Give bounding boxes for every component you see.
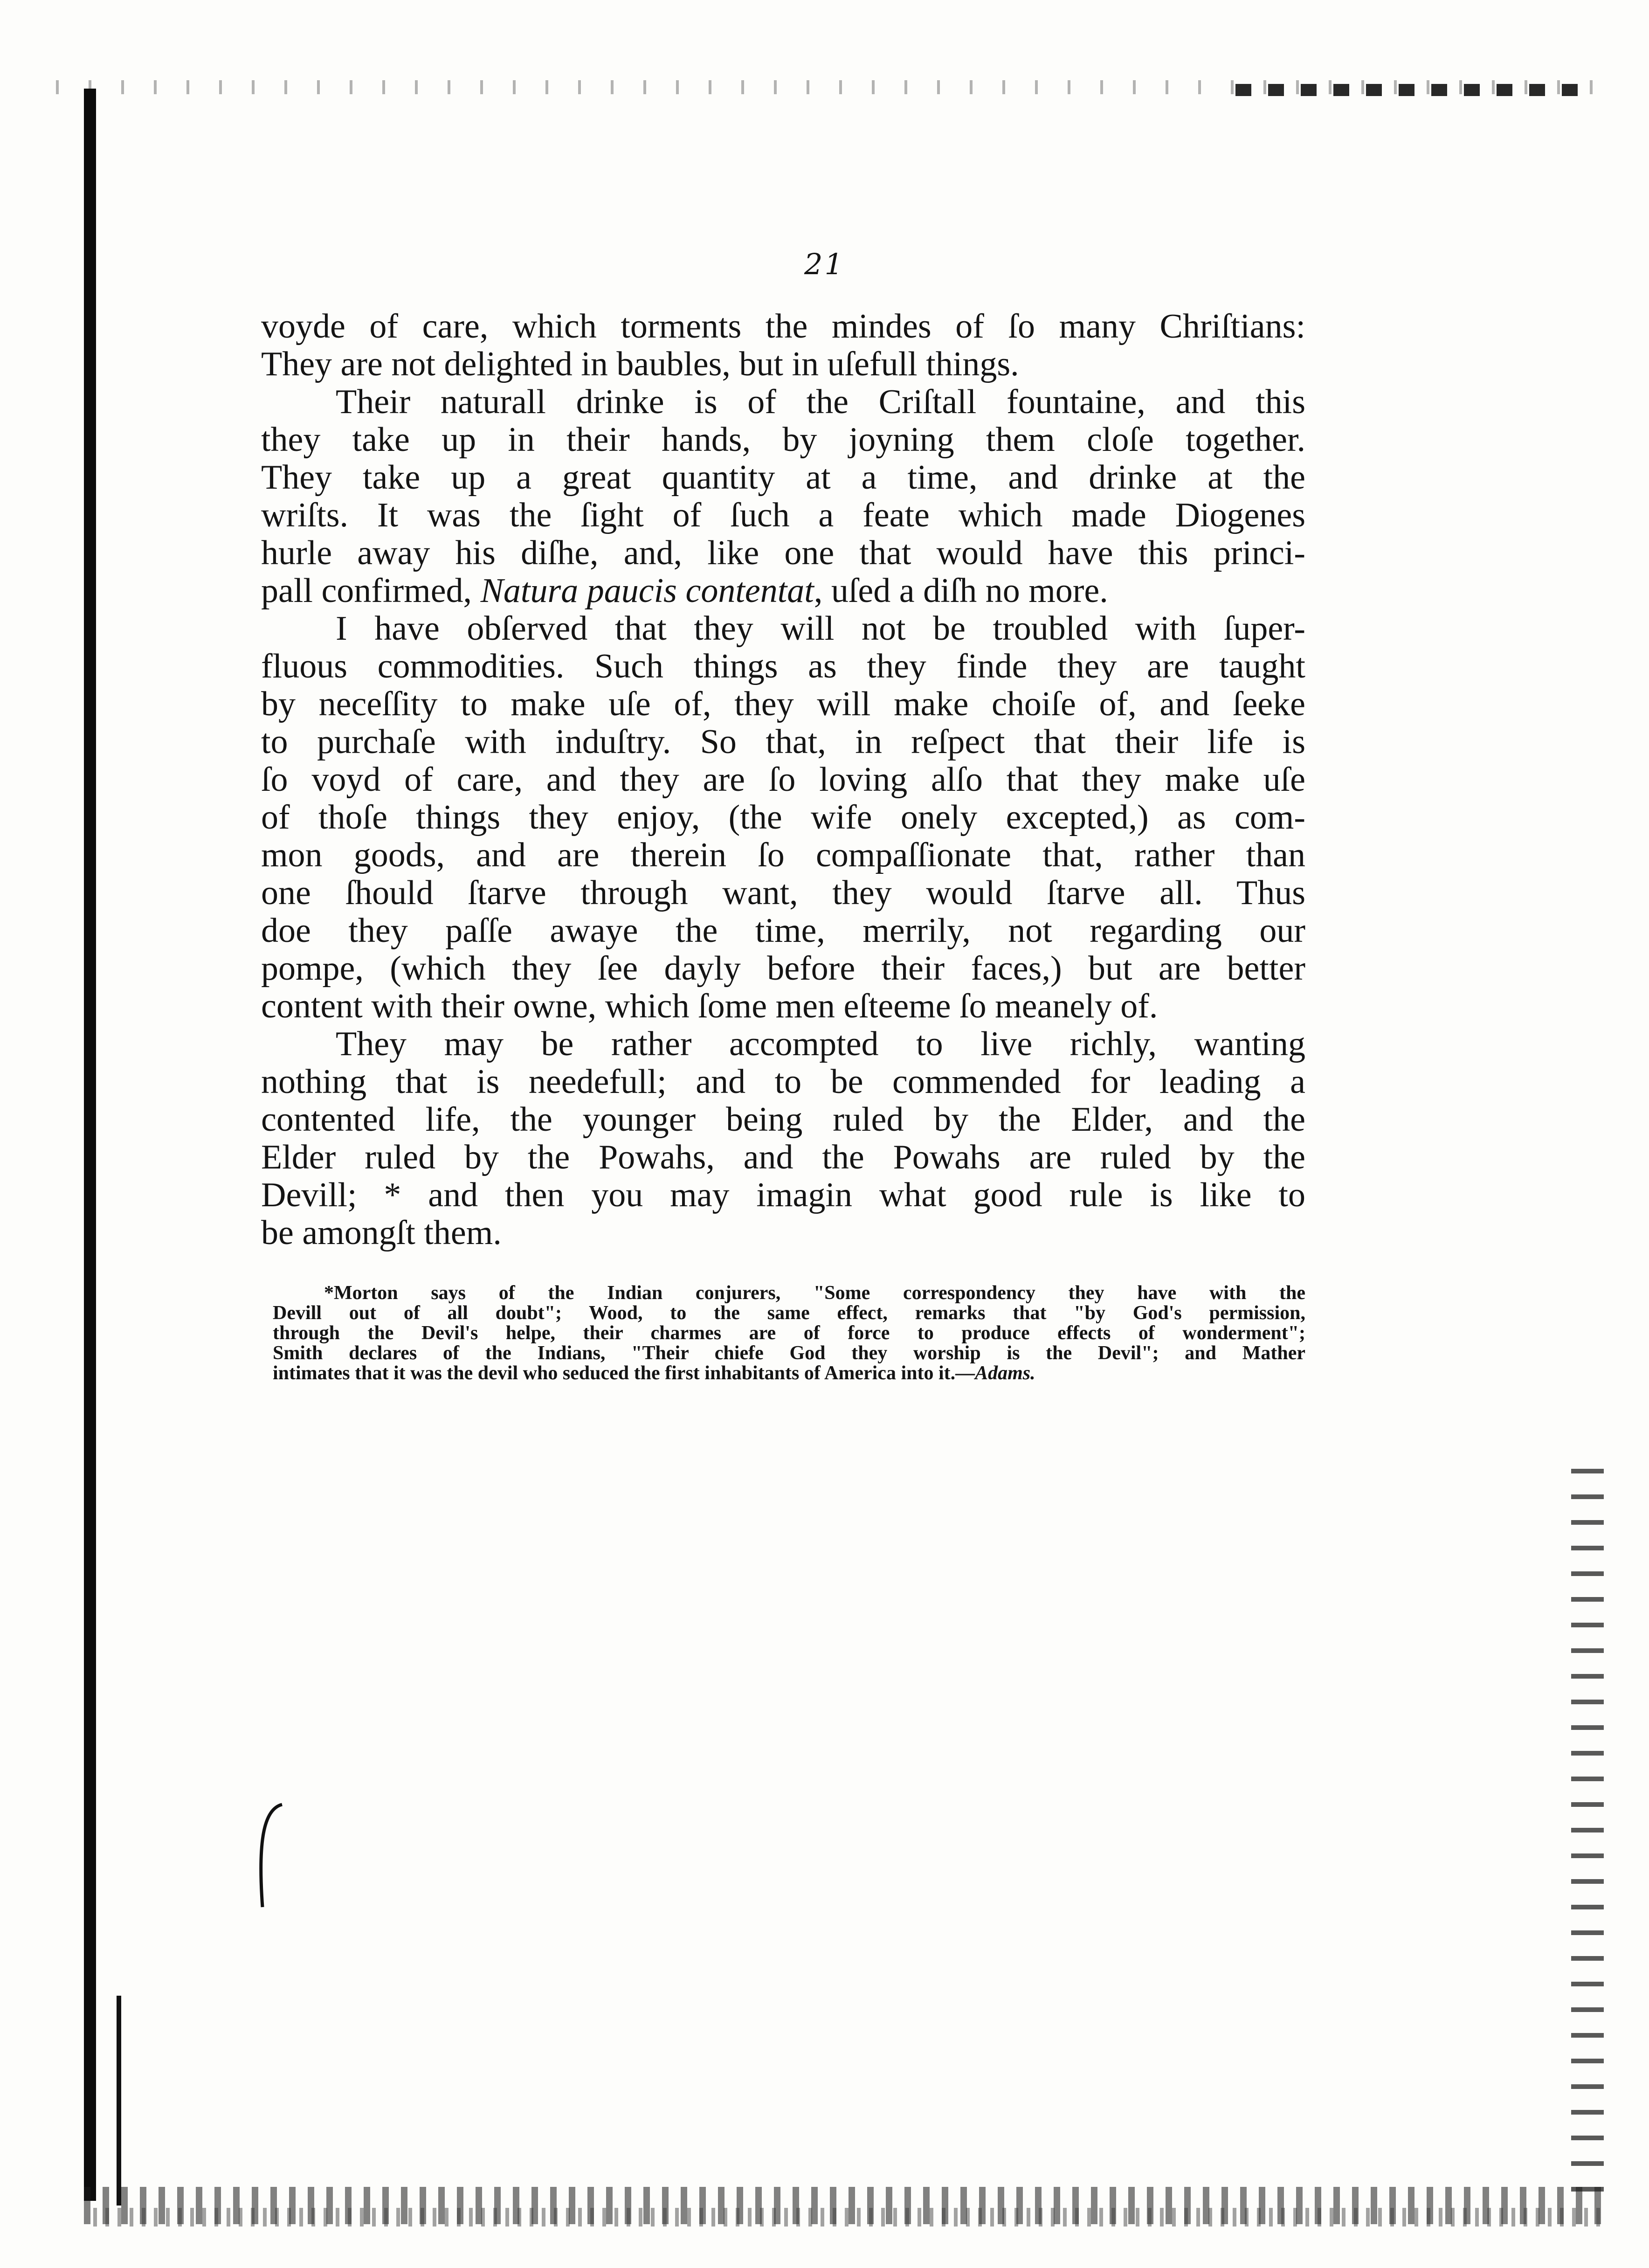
page-number: 21 xyxy=(804,247,845,281)
text-line: Their naturall drinke is of the Criſtall fountaine, and this xyxy=(336,383,1305,421)
text-run: , uſed a diſh no more. xyxy=(814,572,1108,610)
text-line: They are not delighted in baubles, but in uſefull things. xyxy=(261,345,1019,383)
footnote-line: through the Devil's helpe, their charmes are of force to produce effects of wonderment"; xyxy=(273,1322,1305,1344)
text-line: one ſhould ſtarve through want, they would ſtarve all. Thus xyxy=(261,874,1305,912)
binding-edge-shadow xyxy=(84,89,96,2201)
footnote-attribution: Adams. xyxy=(975,1362,1035,1384)
text-line: I have obſerved that they will not be troubled with ſuper- xyxy=(336,609,1305,648)
footnote-line xyxy=(273,1363,1305,1383)
footnote-line: *Morton says of the Indian conjurers, "Some correspondency they have with the xyxy=(324,1282,1305,1304)
text-line: fluous commodities. Such things as they finde they are taught xyxy=(261,647,1305,685)
text-run: pall confirmed, xyxy=(261,572,481,610)
text-line: wriſts. It was the ſight of ſuch a feate which made Diogenes xyxy=(261,496,1305,534)
text-line: pompe, (which they ſee dayly before their faces,) but are better xyxy=(261,949,1305,988)
text-line: contented life, the younger being ruled by the Elder, and the xyxy=(261,1100,1305,1139)
stray-pen-mark xyxy=(254,1800,287,1912)
text-line: Devill; * and then you may imagin what good rule is like to xyxy=(261,1176,1305,1214)
latin-phrase: Natura paucis contentat xyxy=(480,572,814,610)
text-line: doe they paſſe awaye the time, merrily, not regarding our xyxy=(261,912,1305,950)
footnote-line: Devill out of all doubt"; Wood, to the same effect, remarks that "by God's permission, xyxy=(273,1302,1305,1324)
text-line: mon goods, and are therein ſo compaſſionate that, rather than xyxy=(261,836,1305,874)
paragraph-1 xyxy=(261,308,1305,383)
footnote-text: intimates that it was the devil who seduced the first inhabitants of America into it.— xyxy=(273,1362,975,1384)
paragraph-2 xyxy=(261,383,1305,610)
paragraph-3 xyxy=(261,610,1305,1025)
text-line: Elder ruled by the Powahs, and the Powahs are ruled by the xyxy=(261,1138,1305,1176)
binding-edge-shadow-lower xyxy=(117,1996,121,2206)
text-line: they take up in their hands, by joyning them cloſe together. xyxy=(261,421,1305,459)
text-line: to purchaſe with induſtry. So that, in reſpect that their life is xyxy=(261,723,1305,761)
scan-noise-right xyxy=(1571,1469,1604,2192)
text-line: of thoſe things they enjoy, (the wife onely excepted,) as com- xyxy=(261,798,1305,837)
text-line: ſo voyd of care, and they are ſo loving alſo that they make uſe xyxy=(261,761,1305,799)
text-line: be amongſt them. xyxy=(261,1214,502,1252)
text-line: hurle away his diſhe, and, like one that would have this princi- xyxy=(261,534,1305,572)
text-line: They may be rather accompted to live richly, wanting xyxy=(336,1025,1305,1063)
text-line xyxy=(261,572,1305,610)
text-line: voyde of care, which torments the mindes of ſo many Chriſtians: xyxy=(261,307,1305,346)
text-line: content with their owne, which ſome men eſteeme ſo meanely of. xyxy=(261,987,1158,1025)
paragraph-4 xyxy=(261,1025,1305,1252)
scan-noise-bottom-lower xyxy=(93,2208,1604,2227)
text-line: nothing that is needefull; and to be commended for leading a xyxy=(261,1063,1305,1101)
body-text xyxy=(261,308,1305,1252)
text-line: They take up a great quantity at a time, and drinke at the xyxy=(261,458,1305,497)
footnote xyxy=(273,1283,1305,1383)
text-line: by neceſſity to make uſe of, they will make choiſe of, and ſeeke xyxy=(261,685,1305,723)
scan-dashes-top xyxy=(1235,84,1590,96)
footnote-line: Smith declares of the Indians, "Their chiefe God they worship is the Devil"; and Mather xyxy=(273,1342,1305,1364)
